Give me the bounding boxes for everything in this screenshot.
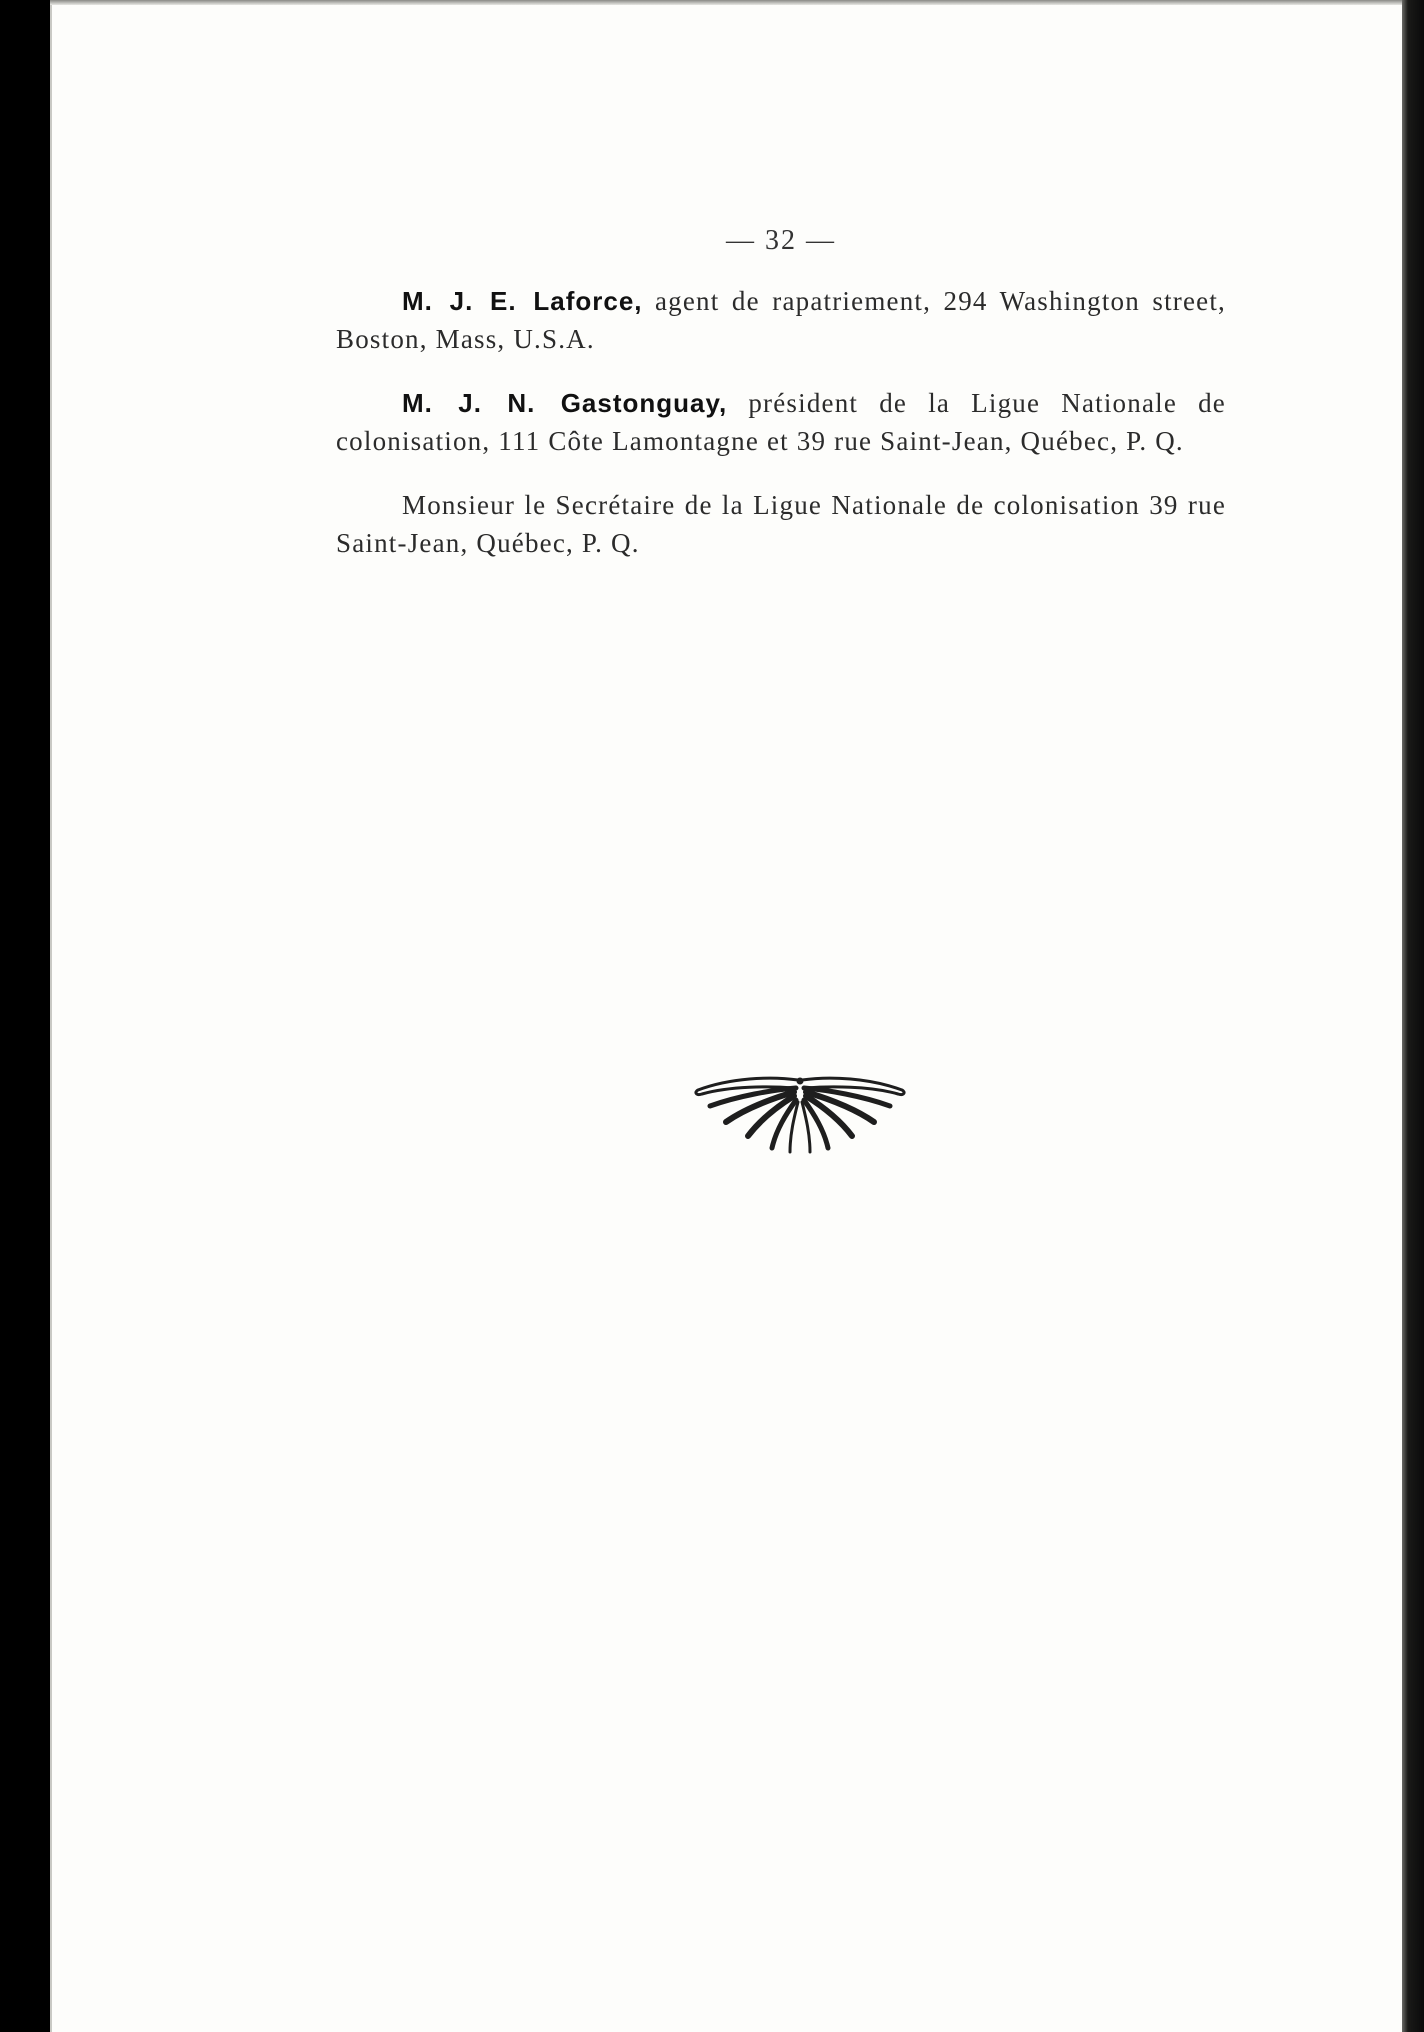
- address-entry-secretaire: [336, 486, 1226, 562]
- address-entry-laforce: [336, 282, 1226, 358]
- page-content: [336, 222, 1226, 588]
- page-number: — 32 —: [726, 225, 836, 256]
- entry-text: président de la Ligue Nationale de colonisation, 111 Côte Lamontagne et 39 rue Saint-Jean, Québec, P. Q.: [336, 388, 1226, 456]
- fleuron-ornament-icon: [690, 1072, 910, 1162]
- entry-name: M. J. E. Laforce,: [402, 286, 643, 316]
- entry-name: M. J. N. Gastonguay,: [402, 388, 728, 418]
- entry-text: Monsieur le Secrétaire de la Ligue Nationale de colonisation 39 rue Saint-Jean, Québec, P. Q.: [336, 490, 1226, 558]
- page-top-edge: [50, 0, 1402, 5]
- entry-text: agent de rapatriement, 294 Washington street, Boston, Mass, U.S.A.: [336, 286, 1227, 354]
- page-right-edge: [1402, 0, 1424, 2032]
- address-entry-gastonguay: [336, 384, 1226, 460]
